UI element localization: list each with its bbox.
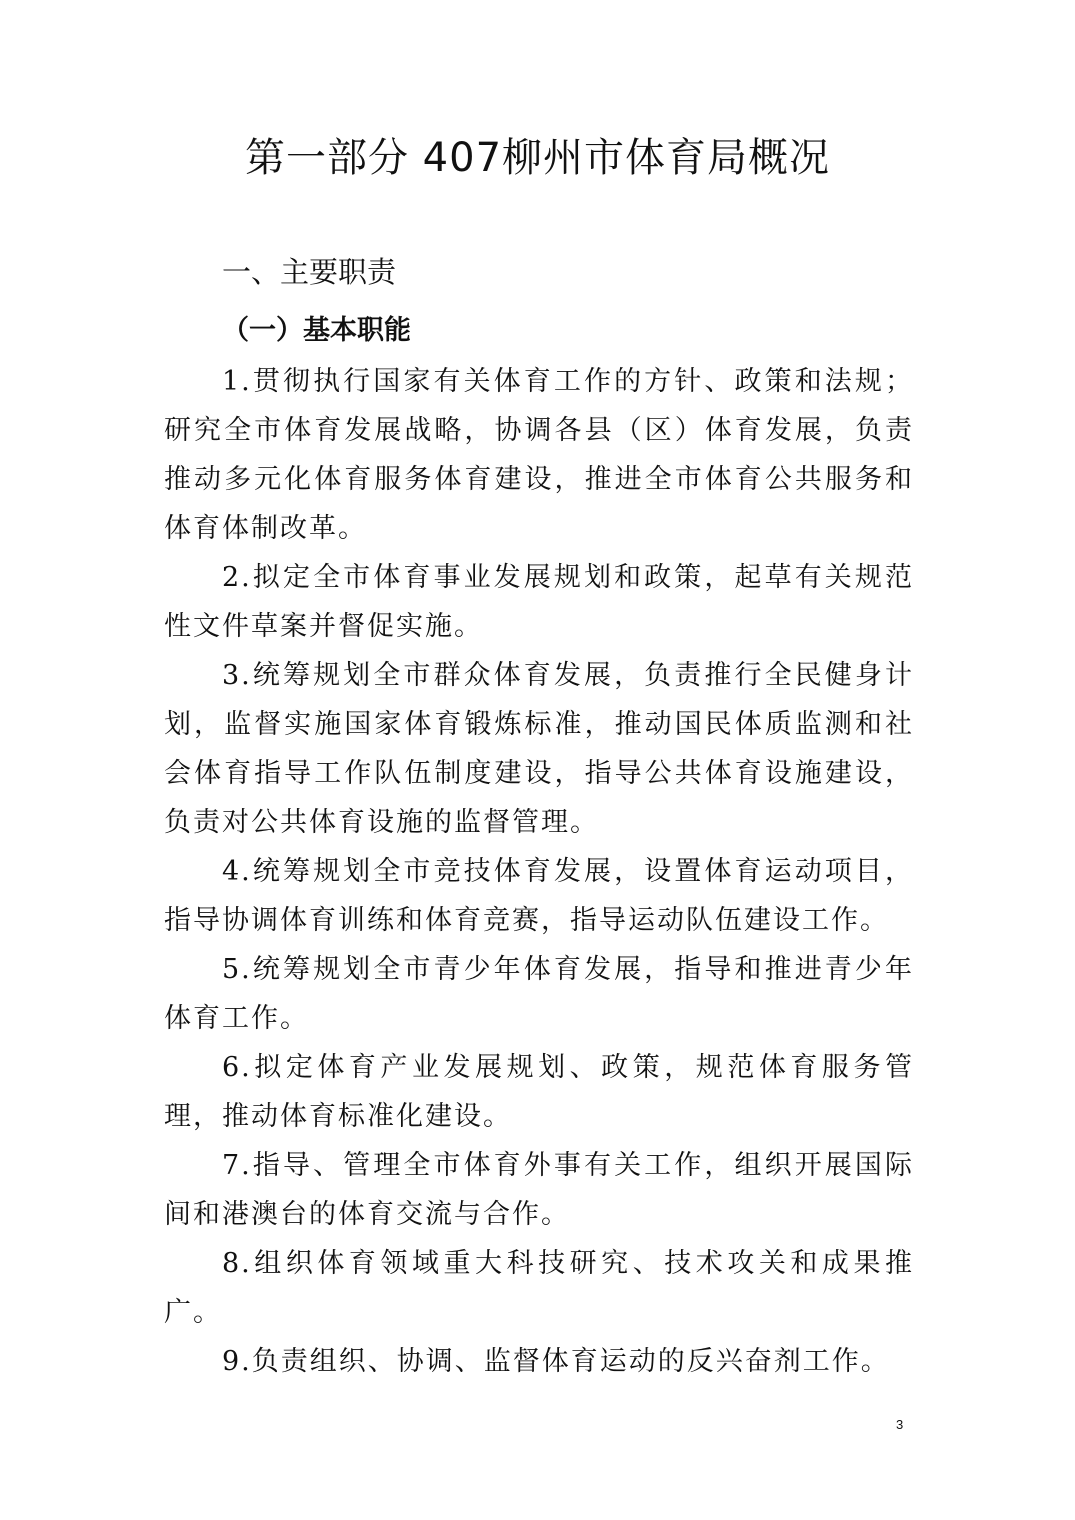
paragraph-2: 2.拟定全市体育事业发展规划和政策，起草有关规范性文件草案并督促实施。 — [164, 562, 914, 642]
paragraph-8: 8.组织体育领域重大科技研究、技术攻关和成果推广。 — [164, 1248, 914, 1328]
paragraph-3: 3.统筹规划全市群众体育发展，负责推行全民健身计划，监督实施国家体育锻炼标准，推动国民体质监测和社会体育指导工作队伍制度建设，指导公共体育设施建设，负责对公共体育设施的监督管理。 — [164, 660, 914, 838]
page-title: 第一部分 407柳州市体育局概况 — [244, 135, 831, 181]
paragraph-9: 9.负责组织、协调、监督体育运动的反兴奋剂工作。 — [222, 1346, 890, 1377]
page-number: 3 — [896, 1417, 904, 1432]
paragraph-6: 6.拟定体育产业发展规划、政策，规范体育服务管理，推动体育标准化建设。 — [164, 1052, 914, 1132]
paragraph-5: 5.统筹规划全市青少年体育发展，指导和推进青少年体育工作。 — [164, 954, 914, 1034]
paragraph-7: 7.指导、管理全市体育外事有关工作，组织开展国际间和港澳台的体育交流与合作。 — [164, 1150, 914, 1230]
paragraph-4: 4.统筹规划全市竞技体育发展，设置体育运动项目，指导协调体育训练和体育竞赛，指导运动队伍建设工作。 — [164, 856, 914, 936]
body-text — [164, 357, 914, 1386]
paragraph-1: 1.贯彻执行国家有关体育工作的方针、政策和法规；研究全市体育发展战略，协调各县（区）体育发展，负责推动多元化体育服务体育建设，推进全市体育公共服务和体育体制改革。 — [164, 366, 914, 544]
subsection-heading: （一）基本职能 — [222, 315, 411, 346]
section-heading: 一、主要职责 — [222, 255, 397, 289]
